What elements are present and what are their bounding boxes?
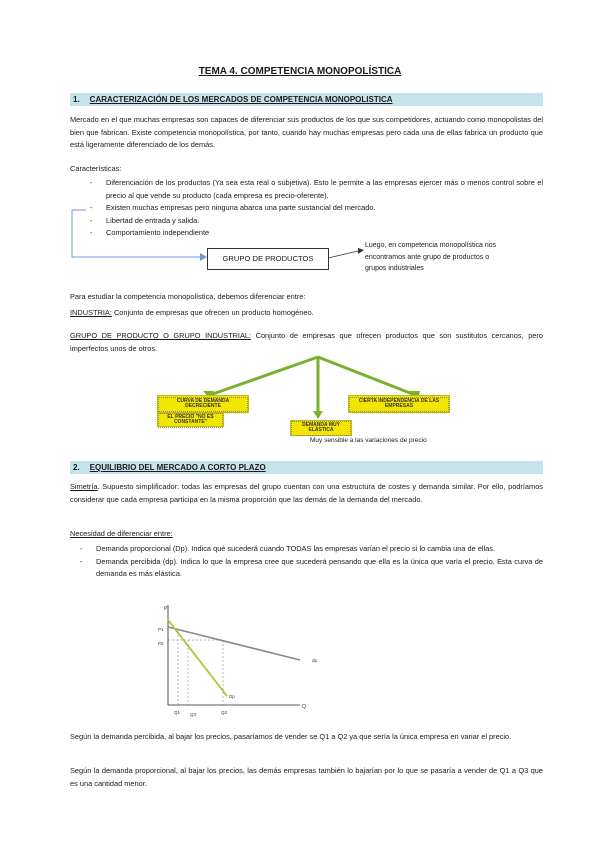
tree-caption: Muy sensible a las variaciones de precio	[310, 437, 427, 444]
caracteristicas-label: Características:	[70, 164, 122, 173]
estudiar-text: Para estudiar la competencia monopolística, debemos diferenciar entre:	[70, 292, 306, 301]
industria-definition	[70, 307, 543, 320]
page-title: TEMA 4. COMPETENCIA MONOPOLÍSTICA	[198, 66, 402, 77]
list-item: - Comportamiento independiente	[90, 227, 543, 240]
box-arrow	[328, 248, 368, 264]
tree-node-middle	[290, 420, 352, 436]
grupo-term: GRUPO DE PRODUCTO O GRUPO INDUSTRIAL:	[70, 331, 252, 340]
industria-def: Conjunto de empresas que ofrecen un producto homogéneo.	[111, 308, 314, 317]
industria-term: INDUSTRIA:	[70, 308, 112, 317]
demandas-list	[80, 543, 543, 581]
list-item: - Libertad de entrada y salida.	[90, 215, 543, 228]
list-item: - Existen muchas empresas pero ninguna abarca una parte sustancial del mercado.	[90, 202, 543, 215]
grupo-productos-box: GRUPO DE PRODUCTOS	[207, 248, 329, 270]
simetria-paragraph	[70, 481, 543, 506]
q3-label: Q3	[190, 712, 197, 717]
p-axis-label: P	[164, 606, 168, 612]
section-number: 2.	[73, 463, 80, 472]
tree-node-right-label: CIERTA INDEPENDENCIA DE LAS EMPRESAS	[349, 397, 449, 412]
bracket-arrow	[60, 200, 210, 270]
list-item: - Demanda proporcional (Dp). Indica qué sucederá cuando TODAS las empresas varían el precio si lo cambia una de ellas.	[80, 543, 543, 556]
section-number: 1.	[73, 95, 80, 104]
demand-graph	[150, 600, 330, 725]
section-1-header	[70, 93, 543, 106]
simetria-term: Simetría	[70, 482, 98, 491]
grupo-def: Conjunto de empresas que ofrecen productos que son sustitutos cercanos, pero imperfectos unos de otros.	[70, 331, 543, 353]
section-title: EQUILIBRIO DEL MERCADO A CORTO PLAZO	[89, 463, 266, 472]
tree-node-left	[157, 395, 249, 413]
Dp-label: Dp	[229, 694, 235, 699]
list-item: - Diferenciación de los productos (Ya sea esta real o subjetiva). Esto le permite a las empresas ejercer más o menos control sobre el precio al que vende su producto (cada empresa es precio-oferente).	[90, 177, 543, 202]
q2-label: Q2	[221, 710, 228, 715]
tree-node-left-sub	[157, 413, 224, 427]
simetria-text: . Supuesto simplificador: todas las empresas del grupo cuentan con una estructura de costes y demanda similar. Por ello, podríamos considerar que cada empresa participa en la misma proporción que las demás de la demanda del mercado.	[70, 482, 543, 504]
Dp-curve	[168, 620, 227, 696]
q-axis-label: Q	[302, 704, 306, 710]
p1-label: P1	[158, 627, 164, 632]
tree-node-right	[348, 395, 450, 413]
conclusion-1: Según la demanda percibida, al bajar los precios, pasaríamos de vender se Q1 a Q2 ya que sería la única empresa en variar el precio.	[70, 732, 512, 741]
grupo-definition	[70, 330, 543, 355]
tree-node-left-sub-label: EL PRECIO "NO ES CONSTANTE"	[158, 413, 223, 428]
tree-node-middle-label: DEMANDA MUY ELÁSTICA	[291, 421, 351, 436]
section-2-header	[70, 461, 543, 474]
dp-curve	[168, 627, 300, 660]
section-title: CARACTERIZACIÓN DE LOS MERCADOS DE COMPETENCIA MONOPOLISTICA	[89, 95, 393, 104]
dp-label: dp	[312, 658, 318, 663]
necesidad-label: Necesidad de diferenciar entre:	[70, 529, 173, 538]
tree-node-left-label: CURVA DE DEMANDA DECRECIENTE	[158, 397, 248, 412]
list-item: - Demanda percibida (dp). Indica lo que la empresa cree que sucederá pensando que ella es la única que varía el precio. Esta curva de demanda es más elástica.	[80, 556, 543, 581]
p2-label: P2	[158, 641, 164, 646]
intro-paragraph: Mercado en el que muchas empresas son capaces de diferenciar sus productos de los que sus competidores, actuando como monopolistas del bien que fabrican. Existe competencia monopolística, por tanto, cuando hay muchas empresas pero cada una de ellas fabrica un producto que está ligeramente diferenciado de los demás.	[70, 115, 543, 150]
grupo-note: Luego, en competencia monopolística nos encontramos ante grupo de productos o grupos industriales	[365, 242, 497, 272]
q1-label: Q1	[174, 710, 181, 715]
conclusion-2: Según la demanda proporcional, al bajar los precios, las demás empresas también lo bajarían por lo que se pasaría a vender de Q1 a Q3 que es una cantidad menor.	[70, 766, 543, 788]
